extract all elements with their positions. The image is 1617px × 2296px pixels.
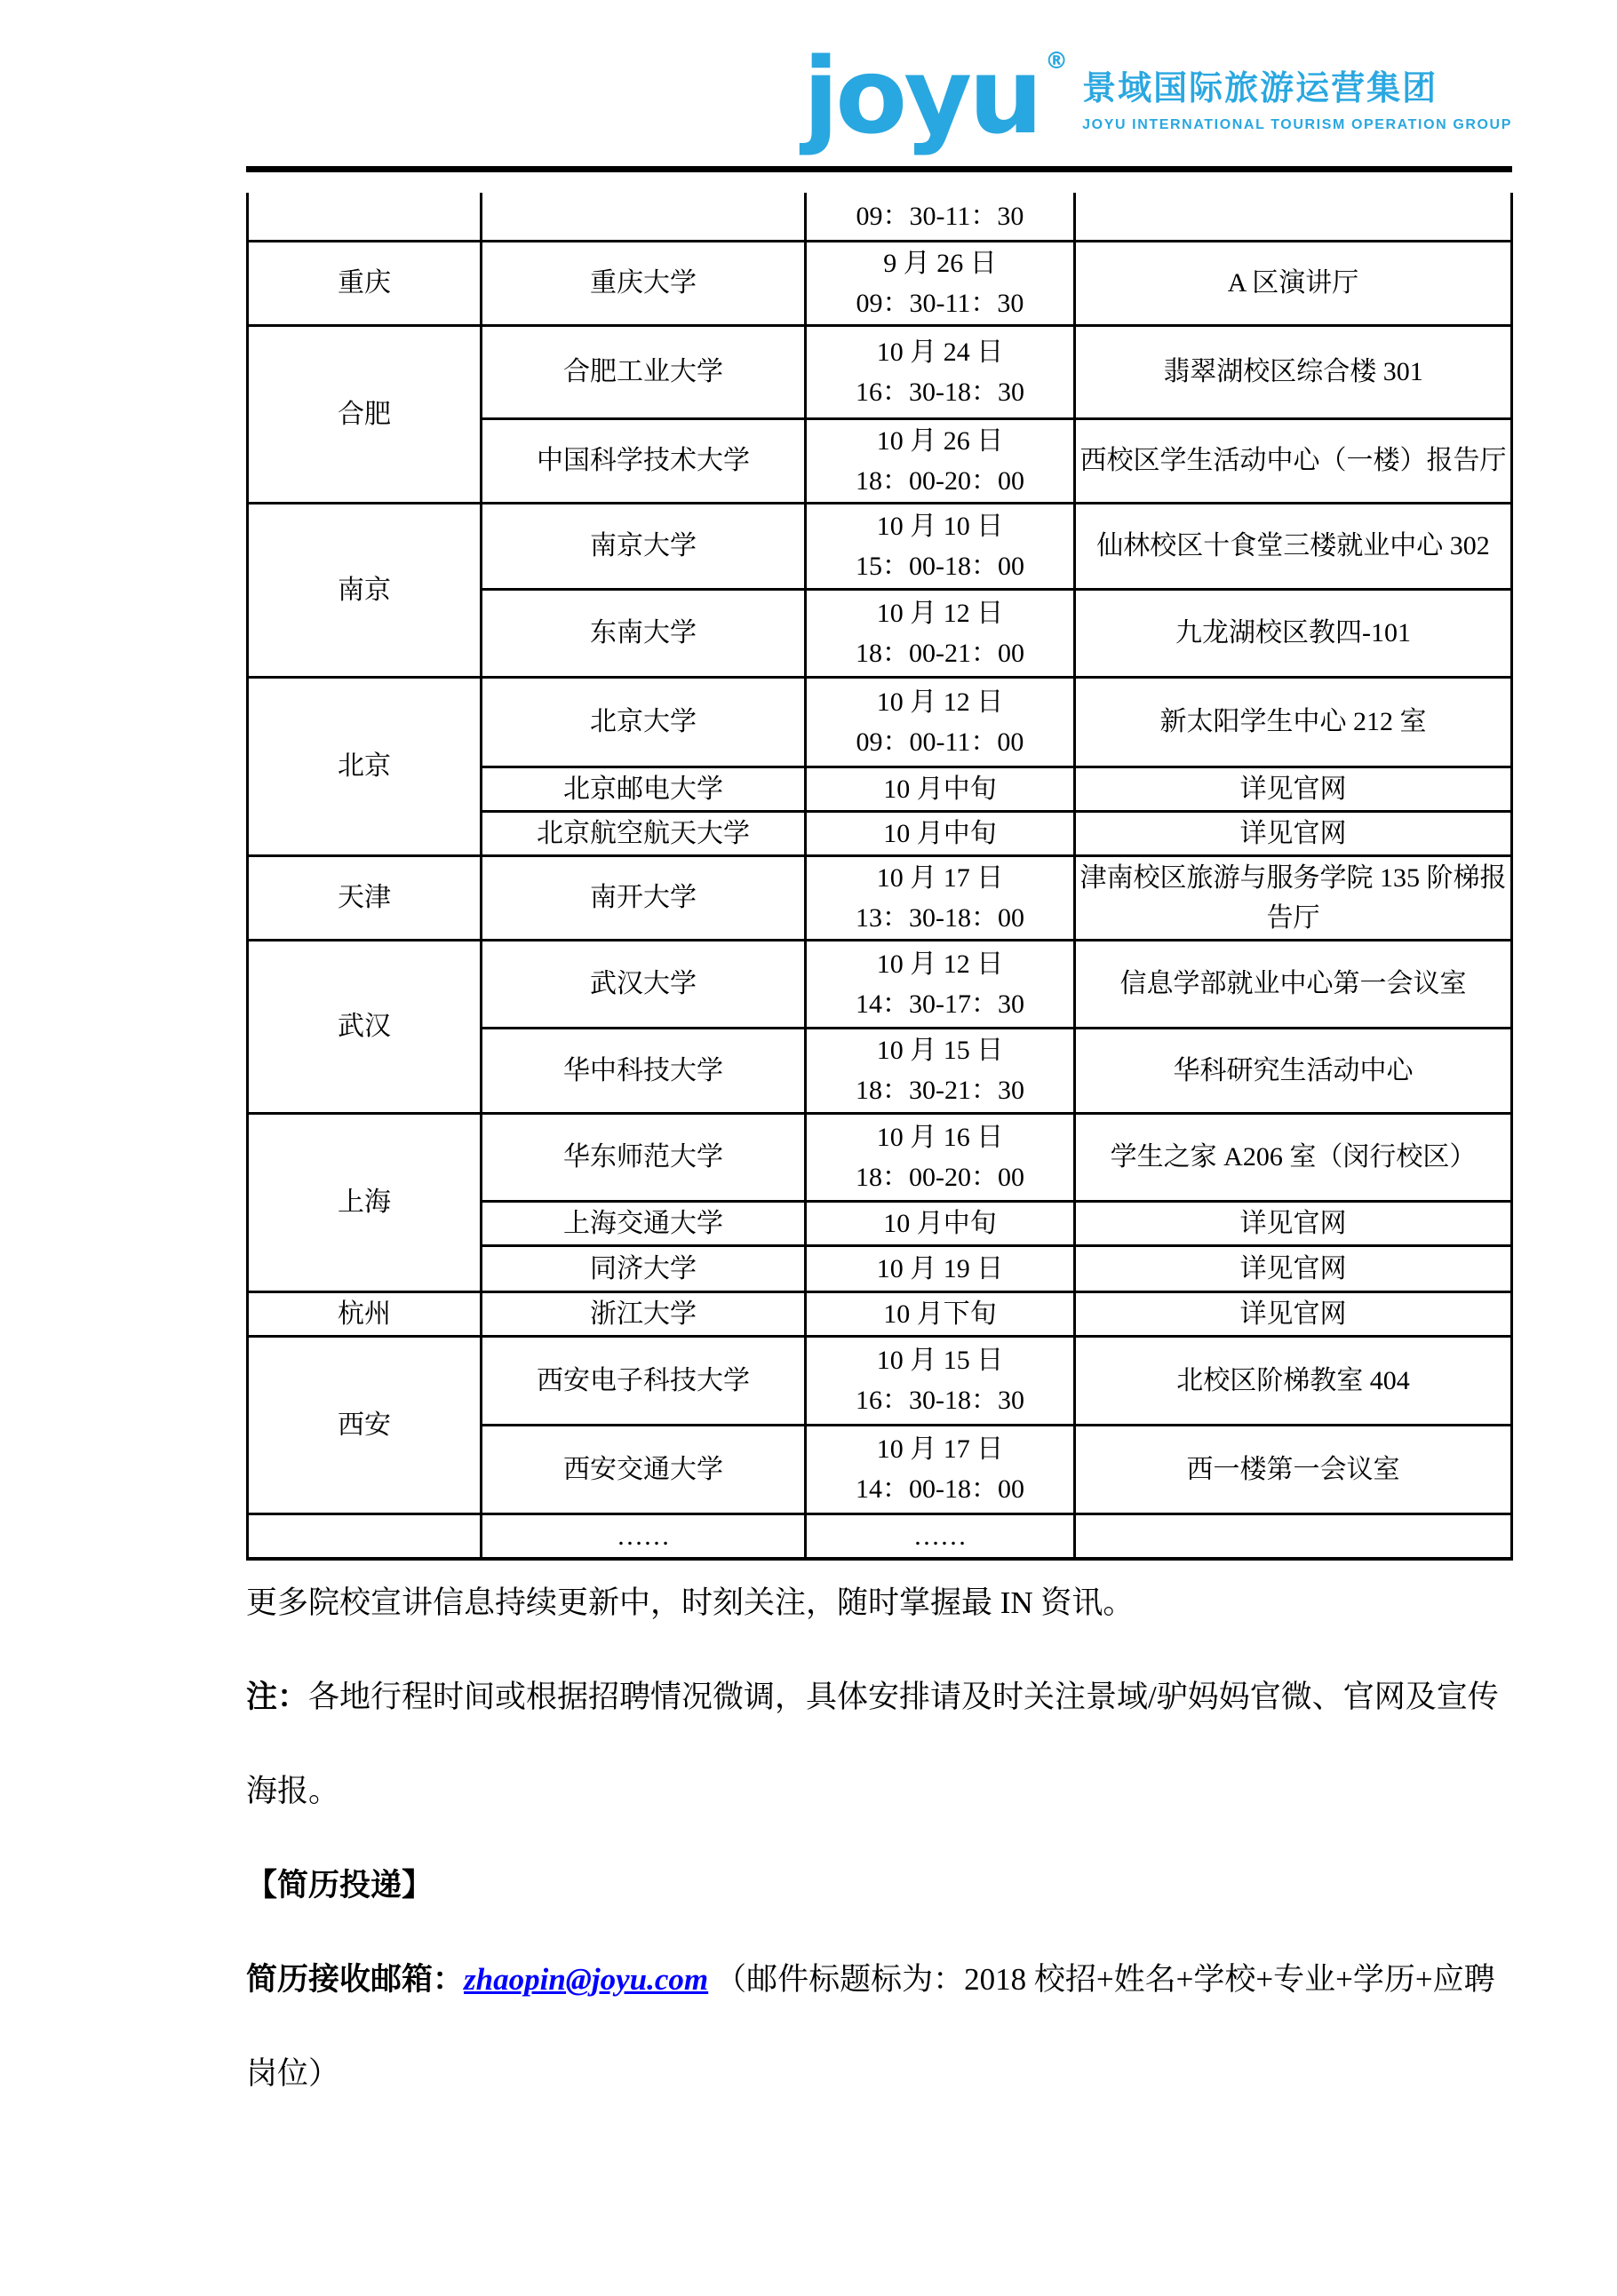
date-time-cell [806, 811, 1075, 855]
date-time-cell [806, 589, 1075, 677]
date-time-cell [806, 1201, 1075, 1245]
location-cell: 西校区学生活动中心（一楼）报告厅 [1075, 418, 1512, 503]
city-cell: 北京 [248, 677, 482, 855]
location-cell: 详见官网 [1075, 1291, 1512, 1336]
date-line: 10 月 26 日 [876, 425, 1004, 456]
date-time-cell [806, 1245, 1075, 1291]
campus-talk-schedule-table [246, 193, 1513, 1561]
city-cell: 上海 [248, 1113, 482, 1291]
registered-trademark-icon: ® [1045, 48, 1069, 75]
city-cell [248, 1513, 482, 1559]
university-cell: 北京航空航天大学 [482, 811, 806, 855]
university-cell: 合肥工业大学 [482, 325, 806, 418]
location-cell: 新太阳学生中心 212 室 [1075, 677, 1512, 767]
date-line: 14：30-17：30 [856, 989, 1024, 1019]
location-cell: 信息学部就业中心第一会议室 [1075, 940, 1512, 1028]
date-line: 10 月 17 日 [876, 862, 1004, 893]
date-line: 10 月 12 日 [876, 949, 1004, 979]
more-info-text: 更多院校宣讲信息持续更新中，时刻关注，随时掌握最 IN 资讯。 [246, 1585, 1135, 1620]
city-cell: 西安 [248, 1336, 482, 1513]
date-line: 10 月 12 日 [876, 598, 1004, 628]
date-line: 10 月 15 日 [876, 1036, 1004, 1065]
note-label: 注： [246, 1680, 309, 1714]
date-time-cell [806, 767, 1075, 811]
university-cell: 北京邮电大学 [482, 767, 806, 811]
table-row [248, 940, 1512, 1028]
university-cell: …… [482, 1513, 806, 1559]
date-line: 09：30-11：30 [856, 288, 1024, 318]
date-line: 09：30-11：30 [856, 201, 1024, 231]
table-row [248, 241, 1512, 325]
university-cell: 西安电子科技大学 [482, 1336, 806, 1425]
date-time-cell [806, 677, 1075, 767]
location-cell [1075, 193, 1512, 241]
date-time-cell [806, 1291, 1075, 1336]
city-cell: 合肥 [248, 325, 482, 503]
table-row [248, 325, 1512, 418]
header-rule [246, 166, 1512, 172]
location-cell: 华科研究生活动中心 [1075, 1028, 1512, 1113]
table-row [248, 503, 1512, 589]
table-row [248, 677, 1512, 767]
city-cell: 武汉 [248, 940, 482, 1113]
date-line: 10 月 15 日 [876, 1346, 1004, 1375]
email-label: 简历接收邮箱： [246, 1962, 465, 1997]
resume-email-line [246, 1933, 1515, 2121]
university-cell: 华中科技大学 [482, 1028, 806, 1113]
date-time-cell [806, 325, 1075, 418]
date-line: 16：30-18：30 [856, 1386, 1024, 1415]
location-cell: 学生之家 A206 室（闵行校区） [1075, 1113, 1512, 1201]
date-time-cell [806, 855, 1075, 940]
date-line: 10 月下旬 [883, 1299, 997, 1329]
date-line: 18：00-20：00 [856, 465, 1024, 496]
location-cell: 津南校区旅游与服务学院 135 阶梯报告厅 [1075, 855, 1512, 940]
date-line: 18：30-21：30 [856, 1076, 1024, 1105]
date-time-cell [806, 193, 1075, 241]
location-cell [1075, 1513, 1512, 1559]
date-line: 10 月 16 日 [876, 1122, 1004, 1152]
date-line: 13：30-18：00 [856, 902, 1024, 933]
location-cell: 西一楼第一会议室 [1075, 1425, 1512, 1513]
location-cell: 九龙湖校区教四-101 [1075, 589, 1512, 677]
date-line: 10 月 12 日 [876, 687, 1004, 717]
email-link[interactable]: zhaopin@joyu.com [464, 1962, 709, 1997]
university-cell: 北京大学 [482, 677, 806, 767]
logo-text-block [1082, 46, 1512, 133]
date-time-cell [806, 503, 1075, 589]
location-cell: A 区演讲厅 [1075, 241, 1512, 325]
date-line: 18：00-21：00 [856, 638, 1024, 668]
table-row [248, 193, 1512, 241]
date-line: 10 月 10 日 [876, 511, 1004, 541]
logo-cn-name: 景域国际旅游运营集团 [1082, 70, 1438, 107]
university-cell: 华东师范大学 [482, 1113, 806, 1201]
location-cell: 仙林校区十食堂三楼就业中心 302 [1075, 503, 1512, 589]
date-line: 16：30-18：30 [856, 377, 1024, 407]
table-row [248, 855, 1512, 940]
university-cell: 上海交通大学 [482, 1201, 806, 1245]
location-cell: 北校区阶梯教室 404 [1075, 1336, 1512, 1425]
date-time-cell [806, 241, 1075, 325]
university-cell: 重庆大学 [482, 241, 806, 325]
city-cell [248, 193, 482, 241]
table-row [248, 1513, 1512, 1559]
resume-section-title: 【简历投递】 [246, 1868, 434, 1903]
date-time-cell [806, 1513, 1075, 1559]
university-cell: 浙江大学 [482, 1291, 806, 1336]
logo-en-name: JOYU INTERNATIONAL TOURISM OPERATION GROUP [1082, 117, 1512, 132]
date-time-cell [806, 1336, 1075, 1425]
location-cell: 详见官网 [1075, 1245, 1512, 1291]
joyu-wordmark: joyu [802, 35, 1040, 157]
date-line: 14：00-18：00 [856, 1474, 1024, 1504]
date-line: 10 月 17 日 [876, 1434, 1004, 1464]
university-cell: 南开大学 [482, 855, 806, 940]
date-line: …… [913, 1521, 967, 1551]
date-line: 10 月中旬 [883, 774, 997, 804]
city-cell: 重庆 [248, 241, 482, 325]
date-line: 18：00-20：00 [856, 1162, 1024, 1192]
table-row [248, 1336, 1512, 1425]
university-cell: 同济大学 [482, 1245, 806, 1291]
date-line: 10 月 19 日 [876, 1253, 1004, 1283]
table-row [248, 1291, 1512, 1336]
document-body-text [246, 1556, 1515, 2121]
university-cell: 西安交通大学 [482, 1425, 806, 1513]
university-cell: 东南大学 [482, 589, 806, 677]
joyu-logo [802, 35, 1512, 157]
city-cell: 南京 [248, 503, 482, 677]
city-cell: 杭州 [248, 1291, 482, 1336]
university-cell: 中国科学技术大学 [482, 418, 806, 503]
date-time-cell [806, 940, 1075, 1028]
university-cell: 武汉大学 [482, 940, 806, 1028]
city-cell: 天津 [248, 855, 482, 940]
date-line: 10 月中旬 [883, 1208, 997, 1238]
date-line: 9 月 26 日 [883, 248, 997, 278]
location-cell: 详见官网 [1075, 1201, 1512, 1245]
location-cell: 翡翠湖校区综合楼 301 [1075, 325, 1512, 418]
date-time-cell [806, 1425, 1075, 1513]
location-cell: 详见官网 [1075, 811, 1512, 855]
date-line: 10 月中旬 [883, 818, 997, 848]
email-note: （邮件标题标为：2018 校招+姓名+学校+专业+学历+应聘岗位） [246, 1962, 1495, 2091]
date-time-cell [806, 418, 1075, 503]
date-line: 09：00-11：00 [856, 727, 1024, 757]
location-cell: 详见官网 [1075, 767, 1512, 811]
note-text [246, 1650, 1515, 1839]
note-body: 各地行程时间或根据招聘情况微调，具体安排请及时关注景域/驴妈妈官微、官网及宣传海报。 [246, 1680, 1499, 1808]
date-line: 10 月 24 日 [876, 337, 1004, 367]
university-cell: 南京大学 [482, 503, 806, 589]
date-time-cell [806, 1028, 1075, 1113]
table-row [248, 1113, 1512, 1201]
date-line: 15：00-18：00 [856, 551, 1024, 581]
university-cell [482, 193, 806, 241]
date-time-cell [806, 1113, 1075, 1201]
